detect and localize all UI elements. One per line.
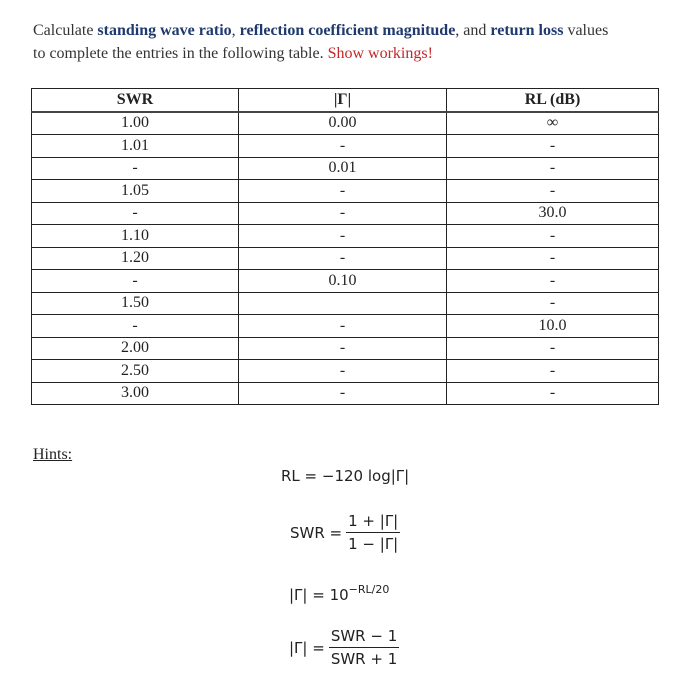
denominator: 1 − |Γ| xyxy=(348,535,399,553)
intro-text: values xyxy=(563,22,609,39)
cell-gamma: 0.00 xyxy=(239,112,447,135)
cell-swr: - xyxy=(32,270,239,293)
numerator: 1 + |Γ| xyxy=(346,512,400,533)
cell-gamma: - xyxy=(239,180,447,203)
cell-swr: 2.00 xyxy=(32,337,239,360)
cell-gamma xyxy=(239,292,447,315)
intro-sep: , xyxy=(231,22,240,39)
cell-rl: - xyxy=(447,247,659,270)
cell-swr: 3.00 xyxy=(32,382,239,405)
swr-table xyxy=(31,88,659,405)
fraction xyxy=(329,627,399,668)
cell-rl: - xyxy=(447,225,659,248)
table-header-row xyxy=(32,89,659,112)
cell-swr: - xyxy=(32,157,239,180)
cell-swr: - xyxy=(32,202,239,225)
cell-rl: - xyxy=(447,135,659,158)
numerator: SWR − 1 xyxy=(329,627,399,648)
fraction xyxy=(346,512,400,553)
table-row xyxy=(32,202,659,225)
cell-gamma: - xyxy=(239,360,447,383)
cell-swr: 1.01 xyxy=(32,135,239,158)
table-row xyxy=(32,180,659,203)
equation-lhs: |Γ| = xyxy=(289,638,325,657)
denominator: SWR + 1 xyxy=(330,650,398,668)
equation-gamma-from-swr xyxy=(289,627,399,668)
table-row xyxy=(32,135,659,158)
table-row xyxy=(32,360,659,383)
table-row xyxy=(32,270,659,293)
cell-gamma: - xyxy=(239,337,447,360)
intro-text: Calculate xyxy=(33,22,98,39)
cell-swr: 1.00 xyxy=(32,112,239,135)
header-swr: SWR xyxy=(32,89,239,112)
cell-gamma: - xyxy=(239,315,447,338)
show-workings: Show workings! xyxy=(327,45,433,62)
keyword-reflection: reflection coefficient magnitude xyxy=(239,22,456,39)
cell-rl: ∞ xyxy=(447,112,659,135)
cell-gamma: - xyxy=(239,247,447,270)
cell-rl: - xyxy=(447,270,659,293)
cell-rl: - xyxy=(447,157,659,180)
equation-gamma-from-rl xyxy=(289,583,389,604)
equation-swr xyxy=(290,512,400,553)
equation-exponent: −RL/20 xyxy=(348,583,390,596)
table-row xyxy=(32,315,659,338)
intro-sep: , and xyxy=(455,22,491,39)
cell-gamma: - xyxy=(239,202,447,225)
table-row xyxy=(32,382,659,405)
cell-rl: - xyxy=(447,292,659,315)
hints-title: Hints: xyxy=(33,446,73,463)
equation-rl: RL = −120 log|Γ| xyxy=(281,467,410,485)
cell-swr: 1.10 xyxy=(32,225,239,248)
cell-swr: 1.05 xyxy=(32,180,239,203)
table-row xyxy=(32,247,659,270)
cell-swr: 2.50 xyxy=(32,360,239,383)
cell-gamma: - xyxy=(239,225,447,248)
table-row xyxy=(32,337,659,360)
cell-gamma: - xyxy=(239,135,447,158)
intro-text: to complete the entries in the following table. xyxy=(33,45,328,62)
cell-gamma: 0.10 xyxy=(239,270,447,293)
table-row xyxy=(32,157,659,180)
cell-rl: 30.0 xyxy=(447,202,659,225)
keyword-return-loss: return loss xyxy=(490,22,564,39)
cell-gamma: 0.01 xyxy=(239,157,447,180)
cell-swr: - xyxy=(32,315,239,338)
cell-rl: - xyxy=(447,337,659,360)
table-row xyxy=(32,292,659,315)
cell-rl: - xyxy=(447,382,659,405)
header-gamma: |Γ| xyxy=(239,89,447,112)
keyword-swr: standing wave ratio xyxy=(97,22,232,39)
cell-gamma: - xyxy=(239,382,447,405)
cell-rl: 10.0 xyxy=(447,315,659,338)
cell-rl: - xyxy=(447,180,659,203)
header-rl: RL (dB) xyxy=(447,89,659,112)
table-row xyxy=(32,225,659,248)
equation-base: |Γ| = 10 xyxy=(289,586,349,604)
cell-swr: 1.20 xyxy=(32,247,239,270)
instructions xyxy=(33,19,663,65)
cell-rl: - xyxy=(447,360,659,383)
equation-lhs: SWR = xyxy=(290,523,343,542)
table-row xyxy=(32,112,659,135)
cell-swr: 1.50 xyxy=(32,292,239,315)
